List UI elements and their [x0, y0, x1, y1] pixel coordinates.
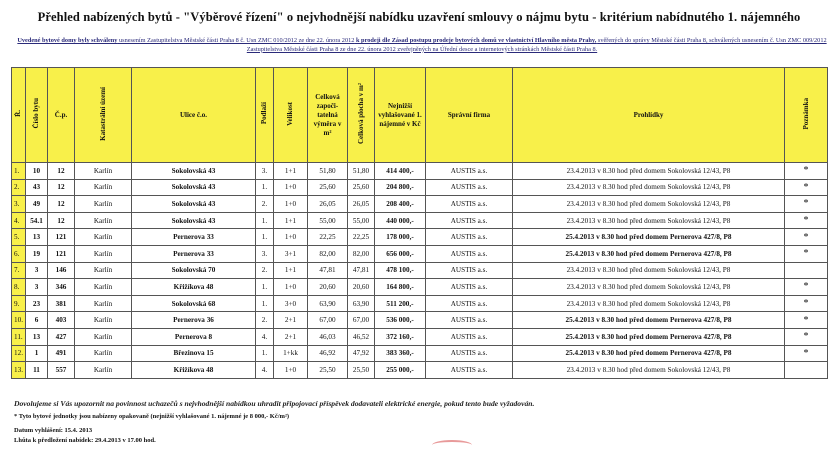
house-number: 403	[48, 312, 75, 329]
house-number: 12	[48, 196, 75, 213]
min-rent: 511 200,-	[375, 295, 426, 312]
header-podlazi: Podlaží	[256, 68, 274, 163]
house-number: 427	[48, 328, 75, 345]
apartment-number: 3	[26, 262, 48, 279]
intro-text: usnesením Zastupitelstva Městské části Praha 8 č. Usn ZMC 010/2012 ze dne 22. února 2012	[119, 37, 355, 44]
size: 3+1	[274, 245, 308, 262]
total-area: 22,25	[348, 229, 375, 246]
street-address: Křižíkova 48	[132, 362, 256, 379]
street-address: Křižíkova 48	[132, 279, 256, 296]
viewing-info: 25.4.2013 v 8.30 hod před domem Pernerova 427/8, P8	[513, 312, 785, 329]
floor: 2.	[256, 262, 274, 279]
table-row	[12, 312, 828, 329]
house-number: 346	[48, 279, 75, 296]
header-firma: Správní firma	[426, 68, 513, 163]
management-firm: AUSTIS a.s.	[426, 262, 513, 279]
min-rent: 255 000,-	[375, 362, 426, 379]
countable-area: 82,00	[308, 245, 348, 262]
intro-bold: k prodeji dle Zásad postupu prodeje bytových domů ve vlastnictví Hlavního města Prahy,	[355, 37, 597, 44]
header-cislo-bytu: Číslo bytu	[26, 68, 48, 163]
min-rent: 164 800,-	[375, 279, 426, 296]
countable-area: 20,60	[308, 279, 348, 296]
min-rent: 656 000,-	[375, 245, 426, 262]
house-number: 146	[48, 262, 75, 279]
total-area: 25,50	[348, 362, 375, 379]
countable-area: 55,00	[308, 212, 348, 229]
total-area: 55,00	[348, 212, 375, 229]
note: *	[785, 212, 828, 229]
viewing-info: 23.4.2013 v 8.30 hod před domem Sokolovská 12/43, P8	[513, 295, 785, 312]
note: *	[785, 312, 828, 329]
header-prohlidky: Prohlídky	[513, 68, 785, 163]
table-row	[12, 362, 828, 379]
viewing-info: 23.4.2013 v 8.30 hod před domem Sokolovská 12/43, P8	[513, 196, 785, 213]
min-rent: 536 000,-	[375, 312, 426, 329]
page-title: Přehled nabízených bytů - "Výběrové řízení" o nejvhodnější nabídku uzavření smlouvy o nájmu bytu - kritérium nabídnutého 1. nájemného	[37, 10, 801, 24]
total-area: 26,05	[348, 196, 375, 213]
house-number: 12	[48, 212, 75, 229]
intro-lead: Uvedené bytové domy byly schváleny	[17, 37, 118, 44]
apartment-number: 3	[26, 279, 48, 296]
apartment-number: 54.1	[26, 212, 48, 229]
note: *	[785, 328, 828, 345]
countable-area: 51,80	[308, 163, 348, 180]
management-firm: AUSTIS a.s.	[426, 163, 513, 180]
management-firm: AUSTIS a.s.	[426, 229, 513, 246]
min-rent: 204 800,-	[375, 179, 426, 196]
table-row	[12, 328, 828, 345]
total-area: 25,60	[348, 179, 375, 196]
row-index: 5.	[12, 229, 26, 246]
table-header-row	[12, 68, 828, 163]
total-area: 20,60	[348, 279, 375, 296]
min-rent: 372 160,-	[375, 328, 426, 345]
row-index: 9.	[12, 295, 26, 312]
street-address: Pernerova 36	[132, 312, 256, 329]
min-rent: 440 000,-	[375, 212, 426, 229]
note	[785, 262, 828, 279]
floor: 1.	[256, 229, 274, 246]
note: *	[785, 179, 828, 196]
management-firm: AUSTIS a.s.	[426, 196, 513, 213]
street-address: Pernerova 8	[132, 328, 256, 345]
street-address: Pernerova 33	[132, 245, 256, 262]
size: 1+1	[274, 163, 308, 180]
notice-text: Dovolujeme si Vás upozornit na povinnost uchazečů s nejvhodnější nabídkou uhradit připojovací příspěvek dodavateli elektrické energie, pokud tento bude vyžadován.	[14, 399, 535, 408]
apartment-number: 13	[26, 328, 48, 345]
cadastral-area: Karlín	[75, 279, 132, 296]
row-index: 11.	[12, 328, 26, 345]
size: 1+kk	[274, 345, 308, 362]
street-address: Březinova 15	[132, 345, 256, 362]
note: *	[785, 163, 828, 180]
management-firm: AUSTIS a.s.	[426, 312, 513, 329]
cadastral-area: Karlín	[75, 362, 132, 379]
row-index: 1.	[12, 163, 26, 180]
table-row	[12, 196, 828, 213]
table-row	[12, 163, 828, 180]
street-address: Sokolovská 43	[132, 212, 256, 229]
table-row	[12, 279, 828, 296]
management-firm: AUSTIS a.s.	[426, 295, 513, 312]
cadastral-area: Karlín	[75, 345, 132, 362]
management-firm: AUSTIS a.s.	[426, 279, 513, 296]
size: 1+1	[274, 212, 308, 229]
house-number: 12	[48, 179, 75, 196]
apartment-number: 10	[26, 163, 48, 180]
cadastral-area: Karlín	[75, 196, 132, 213]
countable-area: 63,90	[308, 295, 348, 312]
cadastral-area: Karlín	[75, 262, 132, 279]
apartment-number: 6	[26, 312, 48, 329]
size: 1+1	[274, 262, 308, 279]
street-address: Pernerova 33	[132, 229, 256, 246]
total-area: 47,81	[348, 262, 375, 279]
apartment-number: 1	[26, 345, 48, 362]
house-number: 121	[48, 245, 75, 262]
note: *	[785, 245, 828, 262]
viewing-info: 23.4.2013 v 8.30 hod před domem Sokolovská 12/43, P8	[513, 362, 785, 379]
min-rent: 414 400,-	[375, 163, 426, 180]
table-row	[12, 345, 828, 362]
apartment-number: 43	[26, 179, 48, 196]
floor: 2.	[256, 312, 274, 329]
floor: 2.	[256, 196, 274, 213]
row-index: 10.	[12, 312, 26, 329]
row-index: 8.	[12, 279, 26, 296]
header-ulice: Ulice č.o.	[132, 68, 256, 163]
cadastral-area: Karlín	[75, 229, 132, 246]
floor: 1.	[256, 295, 274, 312]
min-rent: 383 360,-	[375, 345, 426, 362]
viewing-info: 25.4.2013 v 8.30 hod před domem Pernerova 427/8, P8	[513, 328, 785, 345]
note: *	[785, 279, 828, 296]
row-index: 13.	[12, 362, 26, 379]
countable-area: 47,81	[308, 262, 348, 279]
street-address: Sokolovská 68	[132, 295, 256, 312]
header-katastr: Katastrální území	[75, 68, 132, 163]
header-velikost: Velikost	[274, 68, 308, 163]
total-area: 67,00	[348, 312, 375, 329]
apartment-number: 49	[26, 196, 48, 213]
management-firm: AUSTIS a.s.	[426, 245, 513, 262]
cadastral-area: Karlín	[75, 328, 132, 345]
house-number: 381	[48, 295, 75, 312]
table-row	[12, 179, 828, 196]
street-address: Sokolovská 43	[132, 163, 256, 180]
row-index: 6.	[12, 245, 26, 262]
intro-text2: svěřených do správy Městské části Praha 8, schválených usnesením č. Usn ZMC 009/2012 Zastupitelstva Městské části Praha 8 ze dne 22. února 2012 zveřejněných na Úřední desce a internetových stránkách Městské části Praha 8.	[246, 37, 827, 53]
header-r: Ř.	[12, 68, 26, 163]
countable-area: 26,05	[308, 196, 348, 213]
viewing-info: 25.4.2013 v 8.30 hod před domem Pernerova 427/8, P8	[513, 345, 785, 362]
table-row	[12, 212, 828, 229]
row-index: 12.	[12, 345, 26, 362]
cadastral-area: Karlín	[75, 312, 132, 329]
floor: 4.	[256, 328, 274, 345]
row-index: 3.	[12, 196, 26, 213]
floor: 1.	[256, 212, 274, 229]
total-area: 51,80	[348, 163, 375, 180]
cadastral-area: Karlín	[75, 245, 132, 262]
house-number: 121	[48, 229, 75, 246]
total-area: 46,52	[348, 328, 375, 345]
management-firm: AUSTIS a.s.	[426, 345, 513, 362]
countable-area: 22,25	[308, 229, 348, 246]
note	[785, 362, 828, 379]
total-area: 47,92	[348, 345, 375, 362]
apartment-number: 11	[26, 362, 48, 379]
viewing-info: 23.4.2013 v 8.30 hod před domem Sokolovská 12/43, P8	[513, 279, 785, 296]
header-cp: Č.p.	[48, 68, 75, 163]
total-area: 82,00	[348, 245, 375, 262]
cadastral-area: Karlín	[75, 179, 132, 196]
management-firm: AUSTIS a.s.	[426, 328, 513, 345]
street-address: Sokolovská 43	[132, 179, 256, 196]
countable-area: 25,60	[308, 179, 348, 196]
stamp-mark	[432, 440, 472, 450]
deadline: Lhůta k předložení nabídek: 29.4.2013 v 17.00 hod.	[14, 437, 156, 444]
table-row	[12, 262, 828, 279]
footnote: * Tyto bytové jednotky jsou nabízeny opakovaně (nejnižší vyhlašované 1. nájemné je 8 000,- Kč/m²)	[14, 413, 290, 420]
total-area: 63,90	[348, 295, 375, 312]
floor: 4.	[256, 362, 274, 379]
floor: 3.	[256, 245, 274, 262]
house-number: 491	[48, 345, 75, 362]
house-number: 557	[48, 362, 75, 379]
size: 1+0	[274, 179, 308, 196]
size: 1+0	[274, 196, 308, 213]
cadastral-area: Karlín	[75, 295, 132, 312]
table-row	[12, 295, 828, 312]
floor: 1.	[256, 279, 274, 296]
apartment-number: 13	[26, 229, 48, 246]
floor: 1.	[256, 179, 274, 196]
note: *	[785, 196, 828, 213]
table-row	[12, 245, 828, 262]
min-rent: 178 000,-	[375, 229, 426, 246]
size: 1+0	[274, 229, 308, 246]
cadastral-area: Karlín	[75, 212, 132, 229]
countable-area: 46,03	[308, 328, 348, 345]
street-address: Sokolovská 70	[132, 262, 256, 279]
countable-area: 46,92	[308, 345, 348, 362]
row-index: 4.	[12, 212, 26, 229]
note: *	[785, 295, 828, 312]
apartment-number: 19	[26, 245, 48, 262]
viewing-info: 25.4.2013 v 8.30 hod před domem Pernerova 427/8, P8	[513, 229, 785, 246]
management-firm: AUSTIS a.s.	[426, 212, 513, 229]
note: *	[785, 229, 828, 246]
viewing-info: 23.4.2013 v 8.30 hod před domem Sokolovská 12/43, P8	[513, 179, 785, 196]
header-zapoc: Celková započi-tatelná výměra v m²	[308, 68, 348, 163]
min-rent: 478 100,-	[375, 262, 426, 279]
street-address: Sokolovská 43	[132, 196, 256, 213]
house-number: 12	[48, 163, 75, 180]
viewing-info: 23.4.2013 v 8.30 hod před domem Sokolovská 12/43, P8	[513, 163, 785, 180]
header-najem: Nejnižší vyhlašované 1. nájemné v Kč	[375, 68, 426, 163]
apartment-number: 23	[26, 295, 48, 312]
date-published: Datum vyhlášení: 15.4. 2013	[14, 427, 93, 434]
viewing-info: 23.4.2013 v 8.30 hod před domem Sokolovská 12/43, P8	[513, 212, 785, 229]
size: 1+0	[274, 362, 308, 379]
intro-paragraph	[16, 37, 828, 54]
apartments-table	[11, 67, 828, 379]
countable-area: 67,00	[308, 312, 348, 329]
size: 2+1	[274, 328, 308, 345]
viewing-info: 25.4.2013 v 8.30 hod před domem Pernerova 427/8, P8	[513, 245, 785, 262]
size: 2+1	[274, 312, 308, 329]
size: 3+0	[274, 295, 308, 312]
management-firm: AUSTIS a.s.	[426, 362, 513, 379]
row-index: 2.	[12, 179, 26, 196]
header-poznamka: Poznámka	[785, 68, 828, 163]
viewing-info: 23.4.2013 v 8.30 hod před domem Sokolovská 12/43, P8	[513, 262, 785, 279]
management-firm: AUSTIS a.s.	[426, 179, 513, 196]
cadastral-area: Karlín	[75, 163, 132, 180]
row-index: 7.	[12, 262, 26, 279]
floor: 3.	[256, 163, 274, 180]
table-row	[12, 229, 828, 246]
min-rent: 208 400,-	[375, 196, 426, 213]
floor: 1.	[256, 345, 274, 362]
note: *	[785, 345, 828, 362]
size: 1+0	[274, 279, 308, 296]
countable-area: 25,50	[308, 362, 348, 379]
header-celkova-plocha: Celková plocha v m²	[348, 68, 375, 163]
